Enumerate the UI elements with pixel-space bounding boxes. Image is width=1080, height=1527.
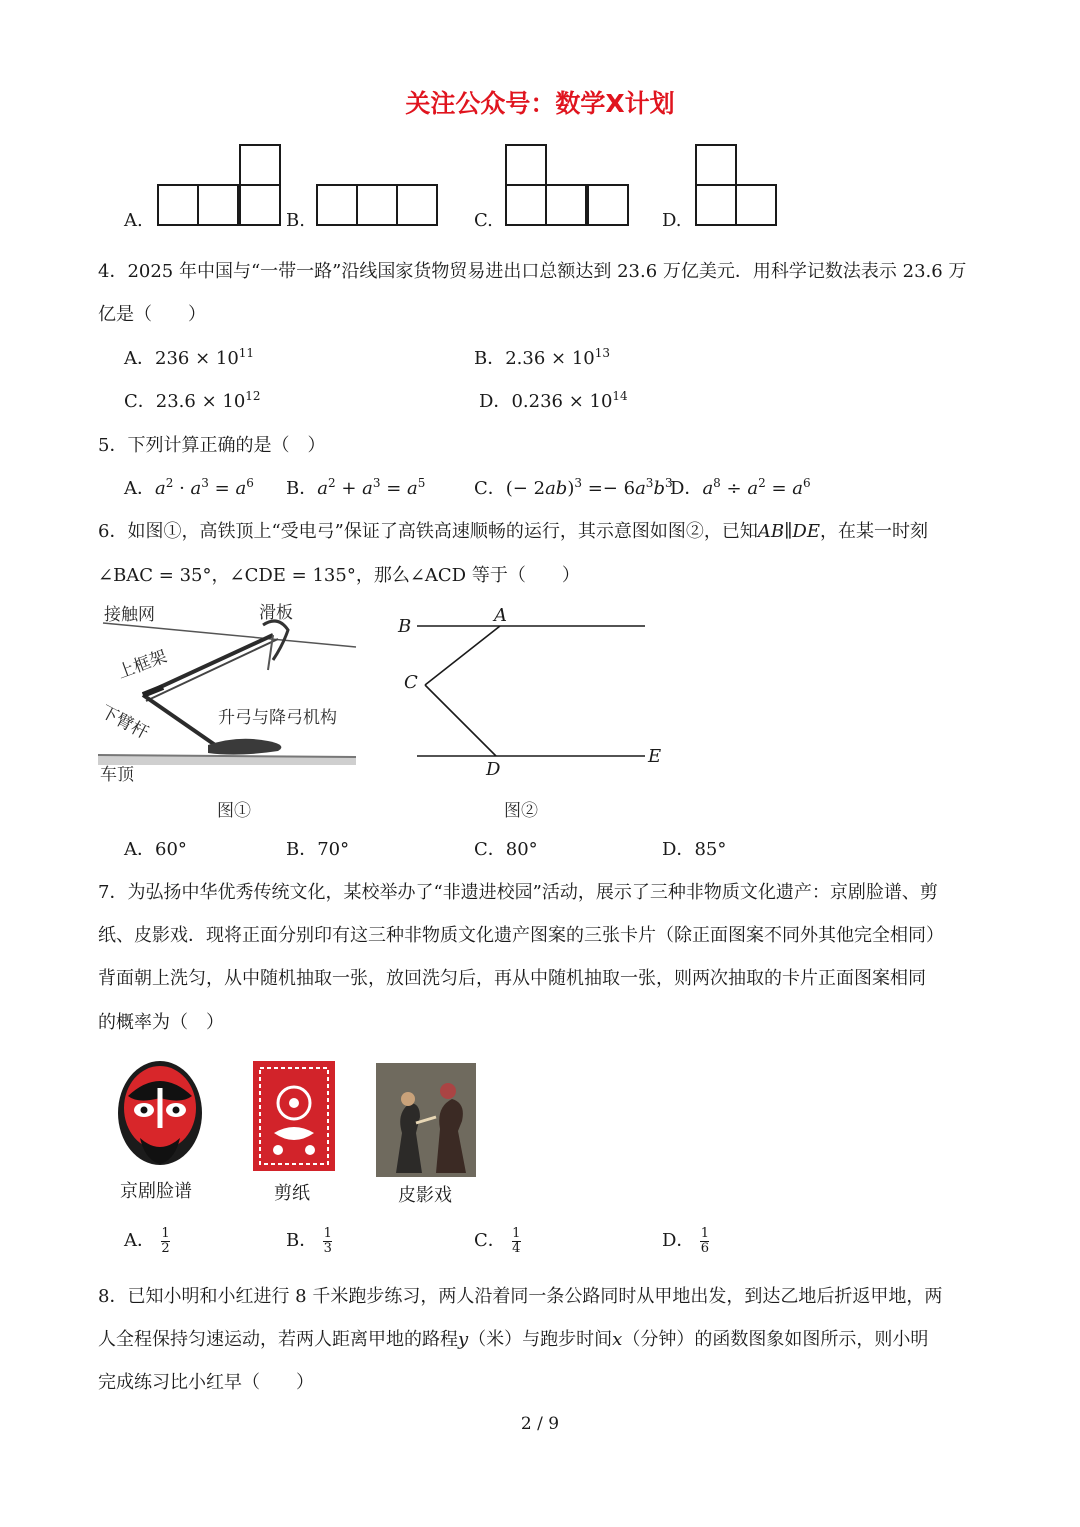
q5-option-d-label: D． <box>670 478 703 499</box>
q6-option-c <box>474 835 538 861</box>
q6-option-d <box>662 835 726 861</box>
q5-option-a-label: A． <box>124 478 155 499</box>
q8-stem-line2-b: （米）与跑步时间 <box>468 1329 613 1350</box>
q8-stem-line2-a: 人全程保持匀速运动，若两人距离甲地的路程 <box>98 1329 458 1350</box>
q6-fig2-point-a: A <box>494 605 507 626</box>
q4-option-d-exp: 14 <box>612 389 628 403</box>
q7-option-a <box>124 1226 170 1256</box>
q5-option-c-label: C． <box>474 478 506 499</box>
q7-stem-line1: 7．为弘扬中华优秀传统文化，某校举办了“非遗进校园”活动，展示了三种非物质文化遗产：京剧脸谱、剪 <box>98 882 938 903</box>
q6-option-b-label: B． <box>286 839 318 860</box>
q6-fig1-label-upper: 上框架 <box>114 646 170 683</box>
q6-option-d-value: 85° <box>694 839 727 860</box>
q7-option-b-den: 3 <box>323 1240 332 1256</box>
q4-option-b <box>474 344 610 370</box>
q7-option-a-fraction <box>161 1227 170 1256</box>
q6-stem-line2 <box>98 561 580 587</box>
q6-fig2-caption: 图② <box>504 801 538 821</box>
q6-stem-equals: 等于（ ） <box>466 565 580 586</box>
q5-option-c: C．(− $2ab)^3 =- 6a^3b^3$ <box>474 476 673 499</box>
q7-img3-caption: 皮影戏 <box>398 1185 452 1206</box>
q8-stem-var-y: y <box>458 1329 469 1350</box>
q7-option-a-den: 2 <box>161 1240 170 1256</box>
q8-stem-line2 <box>98 1325 928 1351</box>
q6-option-c-label: C． <box>474 839 506 860</box>
q8-stem-line2-c: （分钟）的函数图象如图所示，则小明 <box>622 1329 929 1350</box>
q7-opera-mask-image <box>110 1058 210 1170</box>
q5-stem: 5．下列计算正确的是（ ） <box>98 435 326 456</box>
q7-option-c-num: 1 <box>512 1225 521 1241</box>
q6-option-b <box>286 835 349 861</box>
q6-fig1-label-net: 接触网 <box>104 605 155 625</box>
q7-option-d-den: 6 <box>700 1240 710 1256</box>
q6-stem-line1 <box>98 517 928 543</box>
q7-stem-line4: 的概率为（ ） <box>98 1012 224 1033</box>
q6-fig1-label-mech: 升弓与降弓机构 <box>218 708 337 728</box>
q5-option-b: B．$a^2 + a^3 = a^5$ <box>286 476 426 499</box>
q3-option-a-label: A. <box>124 210 143 231</box>
q4-option-b-base: 2.36 × 10 <box>505 348 595 369</box>
q7-stem-line2: 纸、皮影戏．现将正面分别印有这三种非物质文化遗产图案的三张卡片（除正面图案不同外其他完全相同） <box>98 925 944 946</box>
q7-shadow-play-image <box>376 1063 476 1177</box>
q7-option-b <box>286 1226 332 1256</box>
q7-option-b-fraction <box>323 1227 332 1256</box>
q6-stem-target-angle: ∠ACD <box>409 565 467 586</box>
q7-stem-line3: 背面朝上洗匀，从中随机抽取一张，放回洗匀后，再从中随机抽取一张，则两次抽取的卡片正面图案相同 <box>98 968 926 989</box>
page-header: 关注公众号：数学X计划 <box>405 89 675 118</box>
q6-option-a <box>124 835 187 861</box>
q5-option-a: A．$a^2 \cdot a^3 = a^6$ <box>124 476 254 499</box>
q7-option-d <box>662 1226 709 1256</box>
q6-stem-line1-end: ，在某一时刻 <box>819 521 928 542</box>
q6-fig1-caption: 图① <box>217 801 251 821</box>
q4-option-b-exp: 13 <box>594 346 611 360</box>
q6-fig2-point-c: C <box>404 672 418 693</box>
q4-stem-line2: 亿是（ ） <box>98 304 206 325</box>
q7-option-c-label: C． <box>474 1230 506 1251</box>
q4-option-b-label: B． <box>474 348 506 369</box>
q4-option-c-label: C． <box>124 391 156 412</box>
q4-option-c-exp: 12 <box>245 389 261 403</box>
q6-option-b-value: 70° <box>317 839 350 860</box>
q7-option-d-label: D． <box>662 1230 695 1251</box>
q4-option-d <box>479 387 628 413</box>
q7-option-b-num: 1 <box>323 1225 332 1241</box>
q4-option-a-exp: 11 <box>238 346 255 360</box>
q4-stem-line1: 4．2025 年中国与“一带一路”沿线国家货物贸易进出口总额达到 23.6 万亿美元．用科学记数法表示 23.6 万 <box>98 261 967 282</box>
q7-option-c-den: 4 <box>512 1240 521 1256</box>
q5-option-d: D．$a^8 \div a^2 = a^6$ <box>670 476 811 499</box>
q3-option-d-label: D. <box>662 210 682 231</box>
q6-stem-parallel: AB∥DE <box>757 521 820 542</box>
q7-option-a-label: A． <box>124 1230 155 1251</box>
q6-fig2-point-e: E <box>648 746 662 767</box>
q7-option-d-fraction <box>700 1227 709 1256</box>
q4-option-a-base: 236 × 10 <box>155 348 239 369</box>
q6-fig1-label-roof: 车顶 <box>100 765 134 785</box>
q6-option-a-label: A． <box>124 839 155 860</box>
q7-img1-caption: 京剧脸谱 <box>120 1181 192 1202</box>
q6-fig1-label-slide: 滑板 <box>259 603 293 623</box>
q4-option-d-base: 0.236 × 10 <box>511 391 613 412</box>
q7-option-c <box>474 1226 521 1256</box>
q6-option-d-label: D． <box>662 839 695 860</box>
q6-figure2-geometry <box>395 605 675 785</box>
q7-option-a-num: 1 <box>161 1225 170 1241</box>
q7-img2-caption: 剪纸 <box>274 1183 310 1204</box>
q4-option-c <box>124 387 261 413</box>
q8-stem-line1: 8．已知小明和小红进行 8 千米跑步练习，两人沿着同一条公路同时从甲地出发，到达乙地后折返甲地，两 <box>98 1286 943 1307</box>
page-number: 2 / 9 <box>520 1414 560 1434</box>
q6-fig2-point-b: B <box>398 616 412 637</box>
q7-option-b-label: B． <box>286 1230 318 1251</box>
q4-option-a <box>124 344 254 370</box>
q6-option-c-value: 80° <box>505 839 538 860</box>
q7-option-c-fraction <box>512 1227 521 1256</box>
q4-option-c-base: 23.6 × 10 <box>155 391 246 412</box>
q6-stem-angles: ∠BAC = 35°，∠CDE = 135° <box>98 565 356 586</box>
q5-option-b-label: B． <box>286 478 318 499</box>
q3-option-c-label: C. <box>474 210 493 231</box>
q8-stem-line3: 完成练习比小红早（ ） <box>98 1372 314 1393</box>
q7-option-d-num: 1 <box>700 1225 710 1241</box>
q3-option-b-label: B. <box>286 210 305 231</box>
q6-stem-line1-text: 6．如图①，高铁顶上“受电弓”保证了高铁高速顺畅的运行，其示意图如图②，已知 <box>98 521 758 542</box>
q6-stem-then: ，那么 <box>355 565 410 586</box>
q4-option-d-label: D． <box>479 391 512 412</box>
q4-option-a-label: A． <box>124 348 155 369</box>
q6-fig2-point-d: D <box>486 759 501 780</box>
q6-fig1-label-lower: 下臂杆 <box>97 701 152 744</box>
q6-option-a-value: 60° <box>155 839 187 860</box>
q7-paper-cut-image <box>248 1058 340 1176</box>
q8-stem-var-x: x <box>612 1329 623 1350</box>
